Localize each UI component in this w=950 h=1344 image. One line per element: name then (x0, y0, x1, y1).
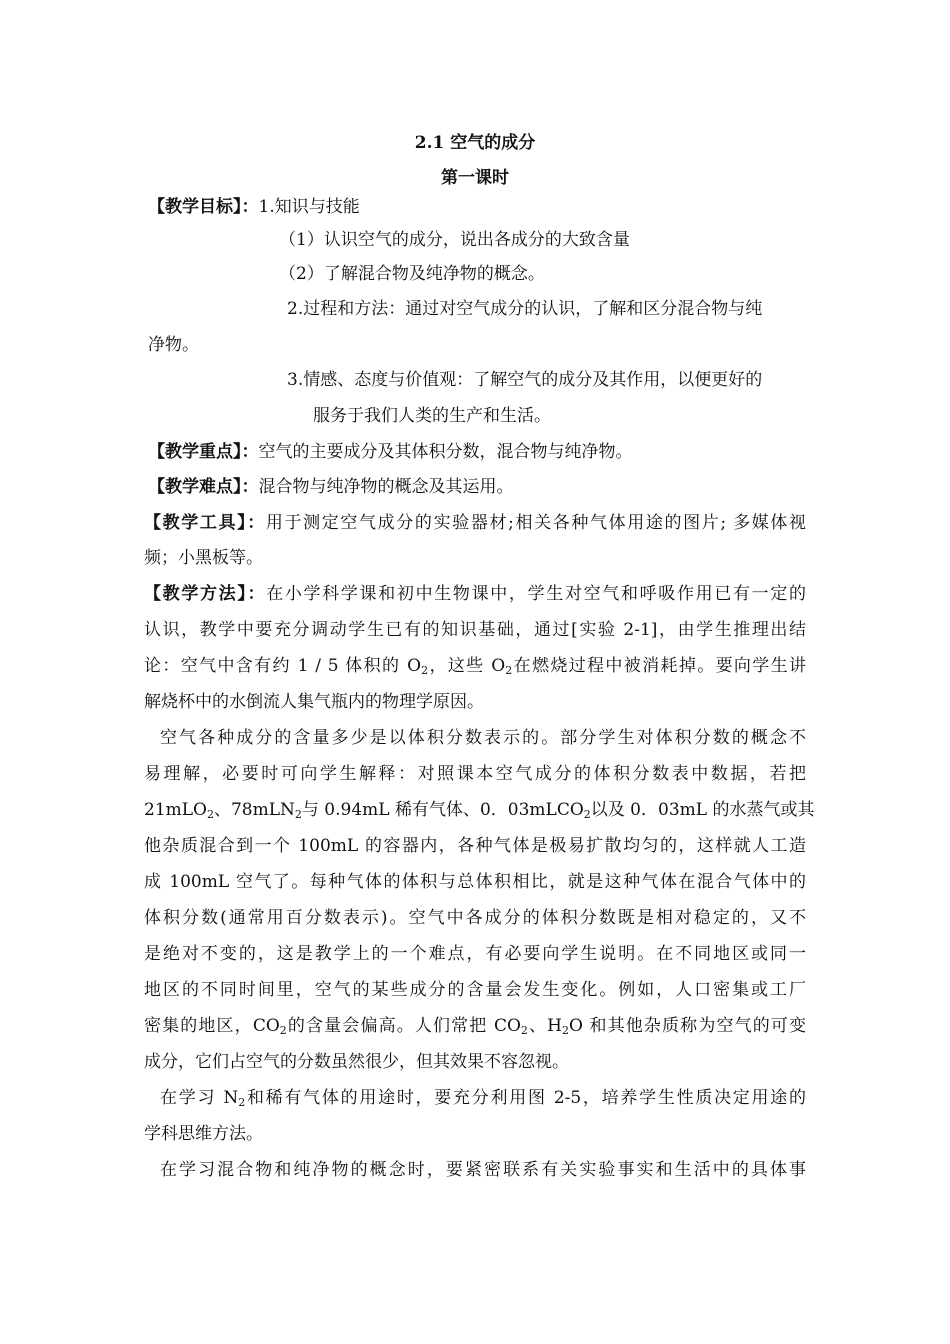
key-points-label: 【教学重点】： (148, 442, 259, 462)
difficulties-label: 【教学难点】： (148, 477, 259, 497)
methods-text: 在小学科学课和初中生物课中，学生对空气和呼吸作用已有一定的 (266, 584, 807, 604)
tools-text-b: 频；小黑板等。 (144, 548, 263, 568)
para3-l1: 在学习混合物和纯净物的概念时，要紧密联系有关实验事实和生活中的具体事 (160, 1160, 806, 1180)
para1-l1: 空气各种成分的含量多少是以体积分数表示的。部分学生对体积分数的概念不 (160, 728, 806, 748)
key-points-line (148, 440, 633, 464)
key-points-text: 空气的主要成分及其体积分数，混合物与纯净物。 (258, 442, 633, 462)
page-subtitle: 第一课时 (441, 168, 509, 188)
objectives-item1-2: （2）了解混合物及纯净物的概念。 (279, 264, 545, 284)
para1-l7: 是绝对不变的，这是教学上的一个难点，有必要向学生说明。在不同地区或同一 (144, 944, 806, 964)
tools-text: 用于测定空气成分的实验器材;相关各种气体用途的图片; 多媒体视 (265, 513, 807, 533)
para1-l4: 他杂质混合到一个 100mL 的容器内，各种气体是极易扩散均匀的，这样就人工造 (144, 836, 806, 856)
para1-l2: 易理解，必要时可向学生解释：对照课本空气成分的体积分数表中数据，若把 (144, 764, 806, 784)
methods-line (144, 582, 806, 606)
para1-l9: 密集的地区，$CO_2$的含量会偏高。人们常把 $CO_2$、$H_2O$ 和其他杂质称为空气的可变 (144, 1016, 806, 1037)
methods-l3: 论：空气中含有约 1 / 5 体积的 $O_2$，这些 $O_2$在燃烧过程中被消耗掉。要向学生讲 (144, 656, 807, 677)
methods-l4: 解烧杯中的水倒流人集气瓶内的物理学原因。 (144, 692, 484, 712)
tools-label: 【教学工具】： (144, 513, 266, 533)
objectives-item3-a: 3.情感、态度与价值观：了解空气的成分及其作用，以便更好的 (287, 370, 763, 390)
para1-l6: 体积分数(通常用百分数表示)。空气中各成分的体积分数既是相对稳定的，又不 (144, 908, 806, 928)
para1-l5: 成 100mL 空气了。每种气体的体积与总体积相比，就是这种气体在混合气体中的 (144, 872, 806, 892)
difficulties-line (148, 475, 514, 499)
page-title: 2.1 空气的成分 (414, 133, 536, 153)
methods-label: 【教学方法】： (144, 584, 267, 604)
para1-l3: 21mLO$_2$、78mLN$_2$与 0.94mL 稀有气体、0．03mLCO$_2$以及 0．03mL 的水蒸气或其 (144, 800, 815, 821)
objectives-line (148, 195, 360, 219)
para2-l2: 学科思维方法。 (144, 1124, 263, 1144)
objectives-item1: 1.知识与技能 (258, 197, 360, 217)
para1-l10: 成分，它们占空气的分数虽然很少，但其效果不容忽视。 (144, 1052, 569, 1072)
methods-l2: 认识，教学中要充分调动学生已有的知识基础，通过[实验 2-1]，由学生推理出结 (144, 620, 806, 640)
difficulties-text: 混合物与纯净物的概念及其运用。 (258, 477, 514, 497)
objectives-item3-b: 服务于我们人类的生产和生活。 (313, 406, 551, 426)
objectives-item2-a: 2.过程和方法：通过对空气成分的认识，了解和区分混合物与纯 (287, 299, 763, 319)
objectives-label: 【教学目标】： (148, 197, 259, 217)
objectives-item1-1: （1）认识空气的成分，说出各成分的大致含量 (279, 230, 630, 250)
para2-l1: 在学习 $N_2$和稀有气体的用途时，要充分利用图 2-5，培养学生性质决定用途的 (160, 1088, 807, 1109)
objectives-item2-b: 净物。 (148, 335, 199, 355)
para1-l8: 地区的不同时间里，空气的某些成分的含量会发生变化。例如，人口密集或工厂 (144, 980, 806, 1000)
tools-line (144, 511, 806, 535)
